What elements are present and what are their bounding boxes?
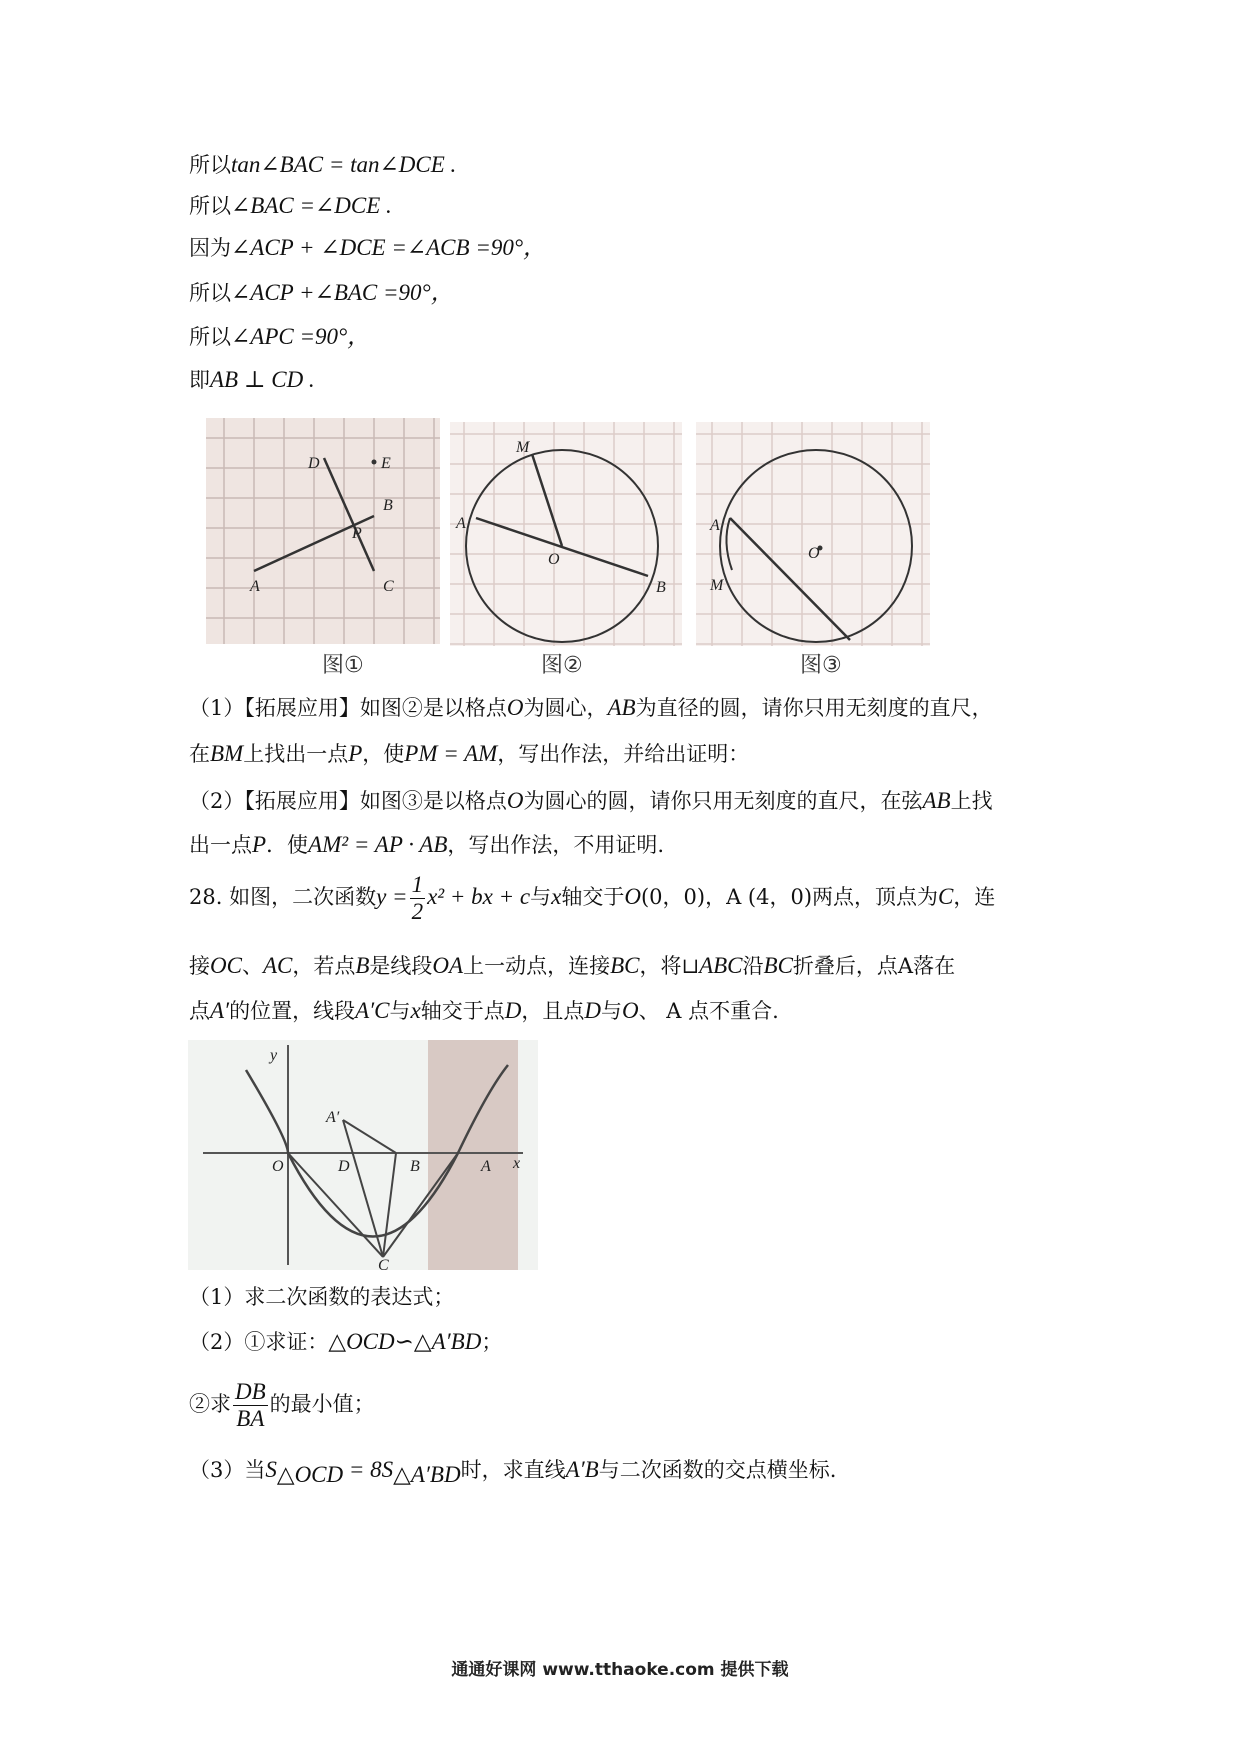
proof-line-6: 即AB ⊥ CD . xyxy=(189,367,315,392)
fig1-label-a: A xyxy=(250,578,260,595)
graph-label-b: B xyxy=(410,1158,420,1175)
fraction-db-ba: $\frac{DB}{BA}$ xyxy=(235,1379,266,1431)
graph-label-x: x xyxy=(513,1155,521,1172)
subq-3: （3）当$S_{\triangle OCD} = 8S_{\triangle A'BD}$时，求直线A′B与二次函数的交点横坐标. xyxy=(189,1457,837,1488)
subq-2-1: （2）①求证：△OCD∽△A′BD； xyxy=(189,1329,503,1354)
q27-part2-line1: （2）【拓展应用】如图③是以格点O为圆心的圆，请你只用无刻度的直尺，在弦AB上找 xyxy=(189,788,993,813)
proof-line-5: 所以∠APC =90°， xyxy=(189,324,371,349)
page-footer: 通通好课网 www.tthaoke.com 提供下载 xyxy=(451,1660,789,1680)
fig1-label-e: E xyxy=(381,455,391,472)
proof-line-4: 所以∠ACP +∠BAC =90°， xyxy=(189,280,454,305)
fig3-label-o: O xyxy=(808,545,820,562)
figure-3-circle xyxy=(696,422,930,646)
fig3-label-a: A xyxy=(710,517,720,534)
graph-label-o: O xyxy=(272,1158,284,1175)
q28-line2: 接OC、AC，若点B是线段OA上一动点，连接BC，将⊔ABC沿BC折叠后，点A落在 xyxy=(189,953,956,978)
fig2-label-b: B xyxy=(656,579,666,596)
proof-line-3: 因为∠ACP + ∠DCE =∠ACB =90°， xyxy=(189,235,547,260)
fig1-label-b: B xyxy=(383,497,393,514)
subq-1: （1）求二次函数的表达式； xyxy=(189,1285,455,1309)
proof-line-1: 所以tan∠BAC = tan∠DCE . xyxy=(189,152,457,177)
subq-2-2: ②求 $\frac{DB}{BA}$ 的最小值； xyxy=(189,1379,375,1431)
fig2-label-o: O xyxy=(548,551,560,568)
fig1-label-d: D xyxy=(308,455,320,472)
graph-label-a: A xyxy=(481,1158,491,1175)
q28-line1: 28. 如图，二次函数y = $\frac{1}{2}$ x² + bx + c与x轴交于O(0，0)，A (4，0)两点，顶点为C，连 xyxy=(189,872,996,924)
figure-1-grid xyxy=(206,418,440,644)
fig2-label-a: A xyxy=(456,515,466,532)
graph-label-d: D xyxy=(338,1158,350,1175)
caption-figure-2: 图② xyxy=(541,653,583,678)
fig2-label-m: M xyxy=(516,439,530,456)
caption-figure-3: 图③ xyxy=(800,653,842,678)
parabola-figure xyxy=(188,1040,538,1270)
caption-figure-1: 图① xyxy=(322,653,364,678)
graph-label-c: C xyxy=(378,1257,389,1270)
fig1-label-p: P xyxy=(352,525,362,542)
q28-line3: 点A′的位置，线段A′C与x轴交于点D，且点D与O、 A 点不重合. xyxy=(189,998,779,1023)
fig3-label-m: M xyxy=(710,577,724,594)
graph-label-a-prime: A′ xyxy=(326,1109,340,1126)
fig1-label-c: C xyxy=(383,578,394,595)
proof-line-2: 所以∠BAC =∠DCE . xyxy=(189,193,392,218)
figure-2-circle xyxy=(450,422,682,646)
q27-part1-line2: 在BM上找出一点P，使PM = AM，写出作法，并给出证明： xyxy=(189,741,750,766)
fraction-one-half: $\frac{1}{2}$ xyxy=(411,872,424,924)
graph-label-y: y xyxy=(270,1047,278,1064)
q27-part2-line2: 出一点P．使AM² = AP · AB，写出作法，不用证明. xyxy=(189,832,665,857)
q27-part1-line1: （1）【拓展应用】如图②是以格点O为圆心，AB为直径的圆，请你只用无刻度的直尺， xyxy=(189,695,993,720)
